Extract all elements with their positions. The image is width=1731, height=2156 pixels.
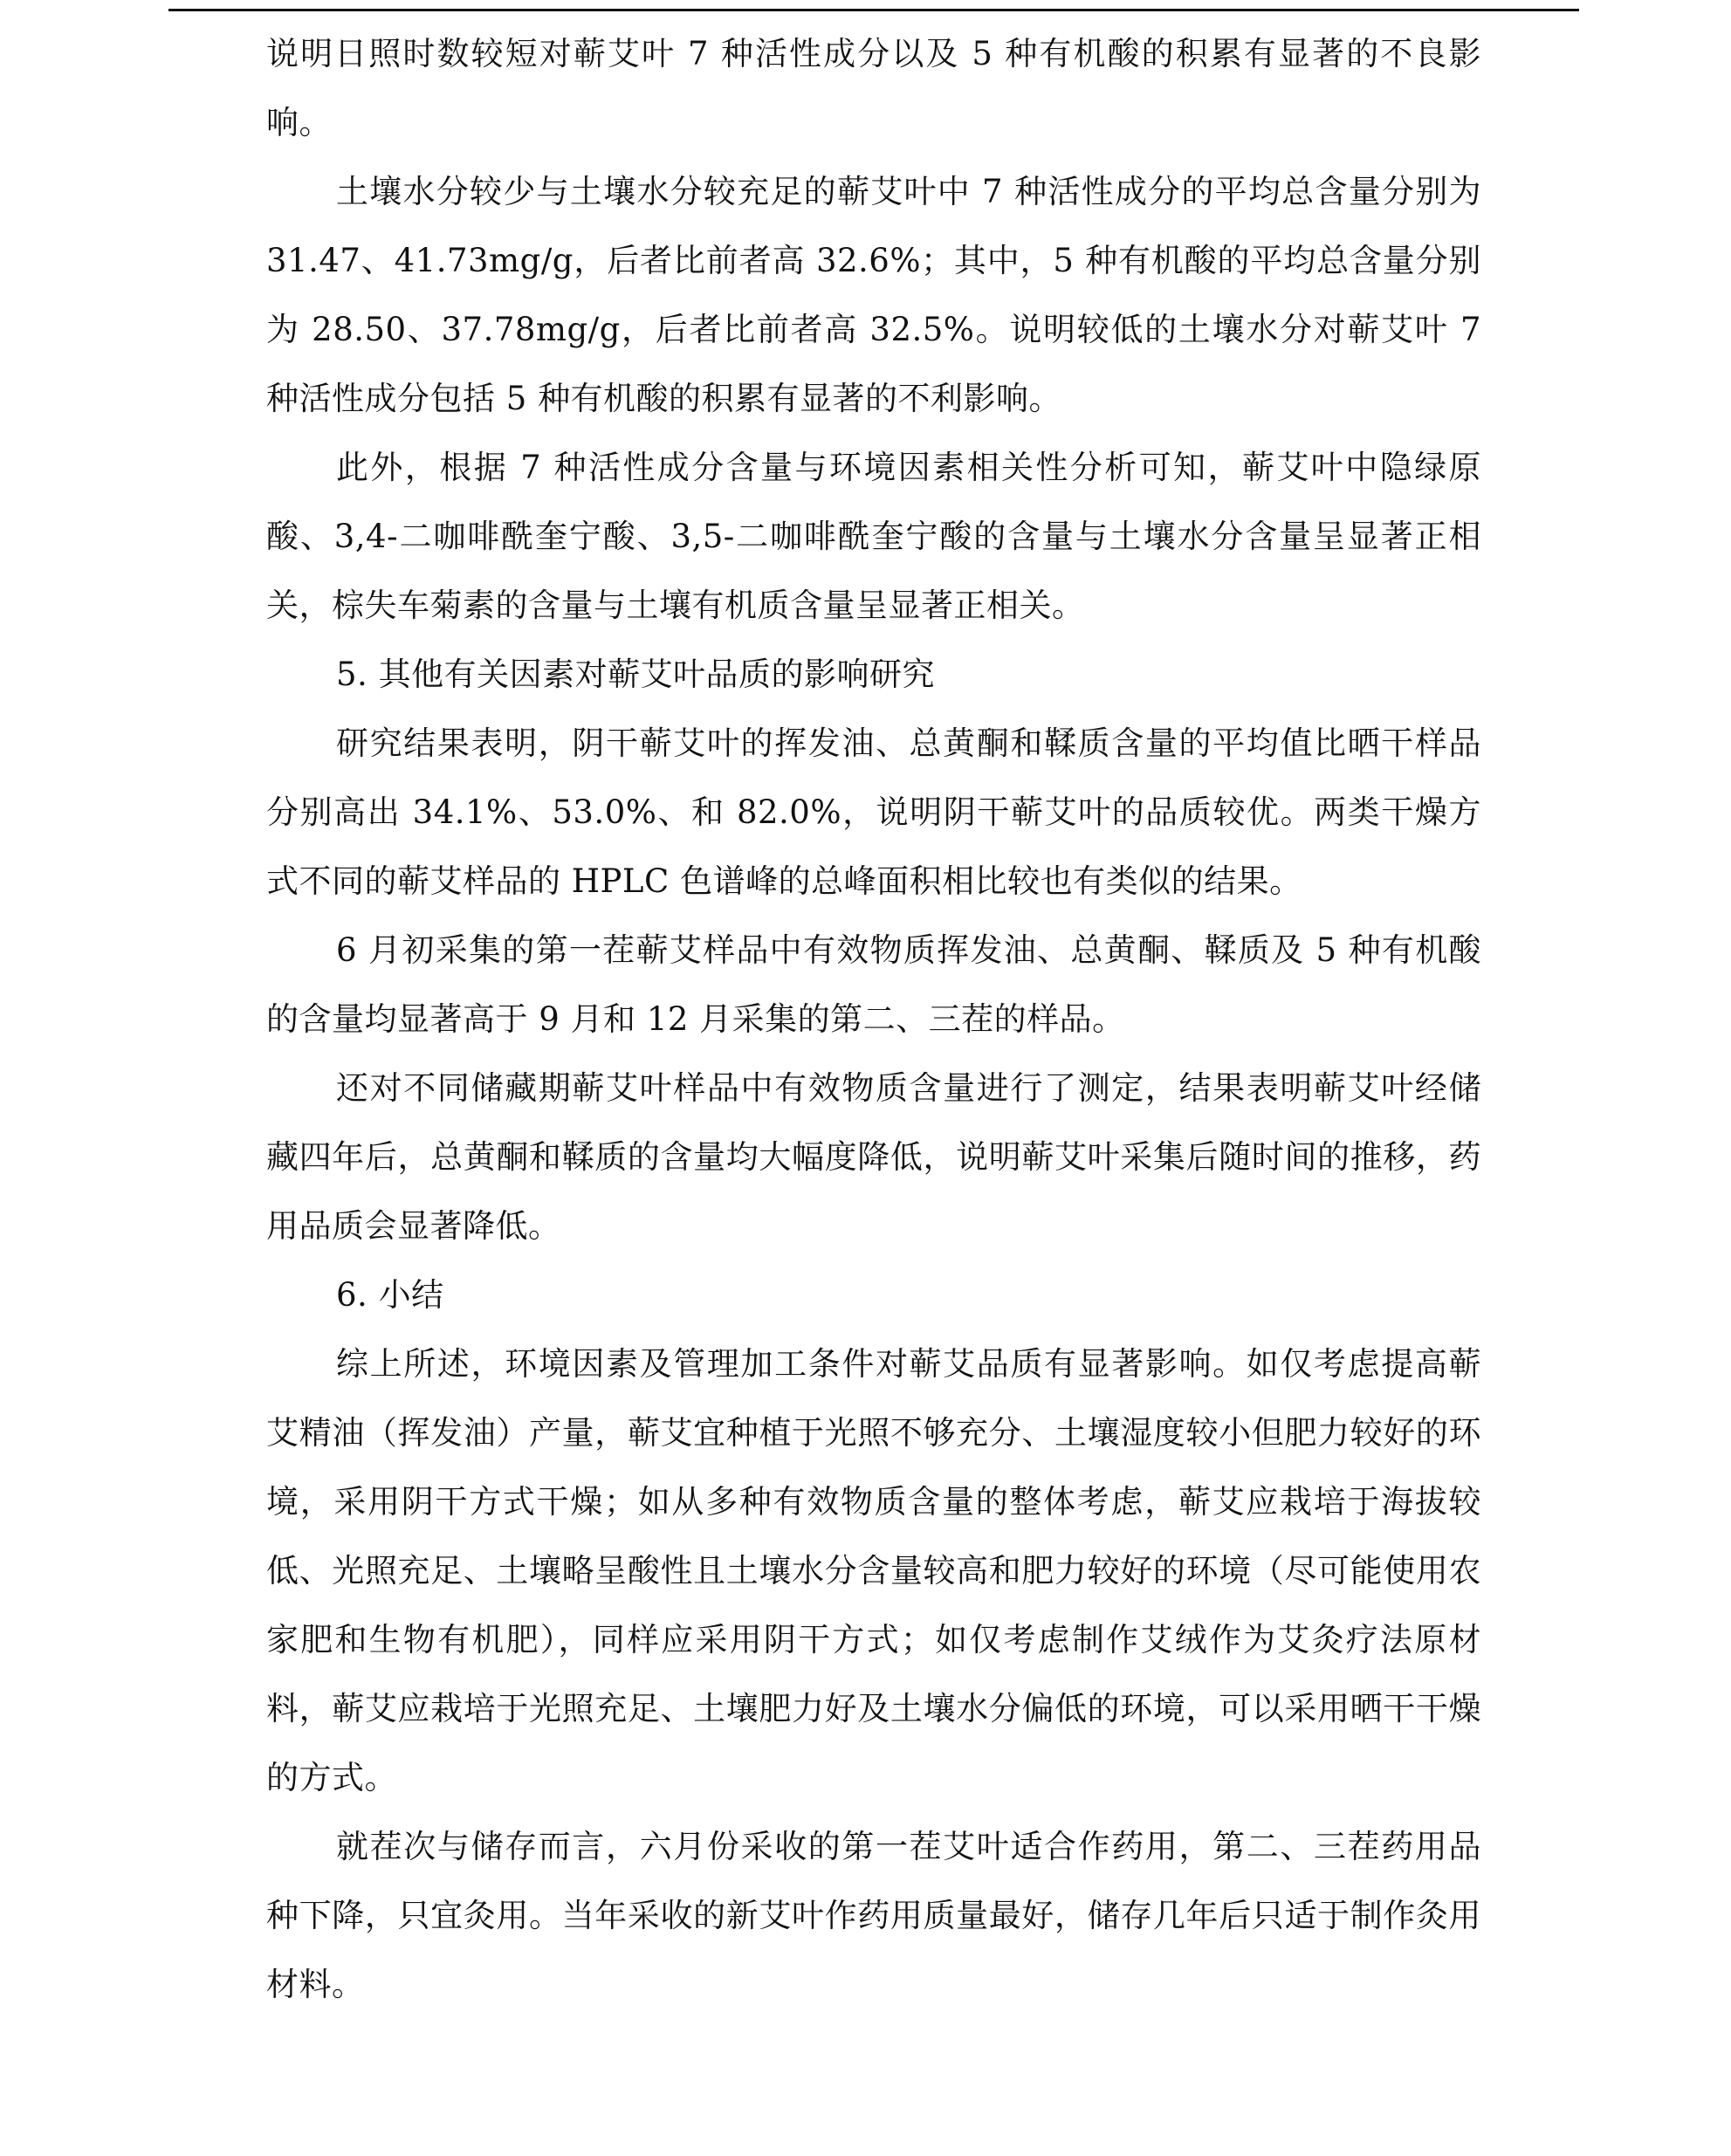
paragraph-harvest-time: 6 月初采集的第一茬蕲艾样品中有效物质挥发油、总黄酮、鞣质及 5 种有机酸的含量均显著高于 9 月和 12 月采集的第二、三茬的样品。 [266,931,1481,1038]
paragraph-correlation: 此外，根据 7 种活性成分含量与环境因素相关性分析可知，蕲艾叶中隐绿原酸、3,4-二咖啡酰奎宁酸、3,5-二咖啡酰奎宁酸的含量与土壤水分含量呈显著正相关，棕失车菊素的含量与土壤有机质含量呈显著正相关。 [266,449,1481,624]
paragraph-soil-moisture: 土壤水分较少与土壤水分较充足的蕲艾叶中 7 种活性成分的平均总含量分别为 31.47、41.73mg/g，后者比前者高 32.6%；其中，5 种有机酸的平均总含量分别为 28.50、37.78mg/g，后者比前者高 32.5%。说明较低的土壤水分对蕲艾叶 7 种活性成分包括 5 种有机酸的积累有显著的不利影响。 [266,173,1481,417]
paragraph-summary: 综上所述，环境因素及管理加工条件对蕲艾品质有显著影响。如仅考虑提高蕲艾精油（挥发油）产量，蕲艾宜种植于光照不够充分、土壤湿度较小但肥力较好的环境，采用阴干方式干燥；如从多种有效物质含量的整体考虑，蕲艾应栽培于海拔较低、光照充足、土壤略呈酸性且土壤水分含量较高和肥力较好的环境（尽可能使用农家肥和生物有机肥），同样应采用阴干方式；如仅考虑制作艾绒作为艾灸疗法原材料，蕲艾应栽培于光照充足、土壤肥力好及土壤水分偏低的环境，可以采用晒干干燥的方式。 [266,1345,1481,1796]
section-heading-summary: 6. 小结 [336,1276,444,1314]
paragraph-harvest-storage-conclusion: 就茬次与储存而言，六月份采收的第一茬艾叶适合作药用，第二、三茬药用品种下降，只宜灸用。当年采收的新艾叶作药用质量最好，储存几年后只适于制作灸用材料。 [266,1828,1481,2003]
header-rule [168,9,1579,11]
paragraph-drying-method: 研究结果表明，阴干蕲艾叶的挥发油、总黄酮和鞣质含量的平均值比晒干样品分别高出 34.1%、53.0%、和 82.0%，说明阴干蕲艾叶的品质较优。两类干燥方式不同的蕲艾样品的 HPLC 色谱峰的总峰面积相比较也有类似的结果。 [266,724,1481,900]
paragraph-storage: 还对不同储藏期蕲艾叶样品中有效物质含量进行了测定，结果表明蕲艾叶经储藏四年后，总黄酮和鞣质的含量均大幅度降低，说明蕲艾叶采集后随时间的推移，药用品质会显著降低。 [266,1069,1481,1245]
document-body [266,19,1481,2019]
paragraph-continuation: 说明日照时数较短对蕲艾叶 7 种活性成分以及 5 种有机酸的积累有显著的不良影响。 [266,35,1481,141]
section-heading-other-factors: 5. 其他有关因素对蕲艾叶品质的影响研究 [336,656,936,693]
